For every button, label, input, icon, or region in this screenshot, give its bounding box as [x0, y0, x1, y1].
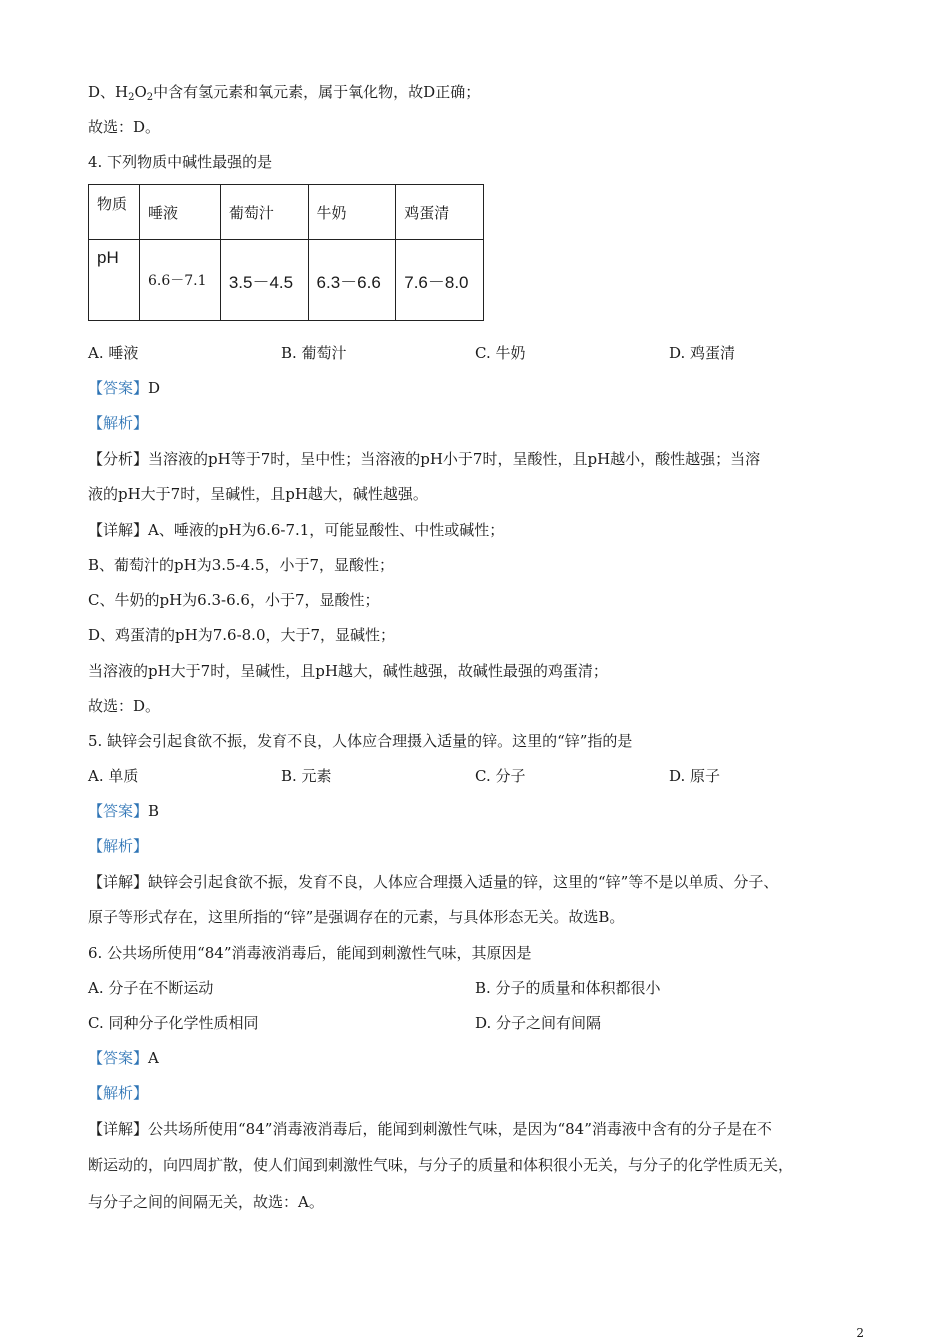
table-header-cell: 鸡蛋清	[396, 185, 484, 240]
table-row	[89, 240, 484, 321]
table-cell: 7.6－8.0	[396, 240, 484, 321]
q5-option-b: B. 元素	[281, 767, 332, 785]
q6-detail-line1: 【详解】公共场所使用“84”消毒液消毒后，能闻到刺激性气味，是因为“84”消毒液中含有的分子是在不	[88, 1120, 772, 1138]
table-header-row	[89, 185, 484, 240]
page-number: 2	[856, 1326, 864, 1340]
ph-table	[88, 184, 484, 321]
table-cell: 6.3－6.6	[308, 240, 396, 321]
q4-option-c: C. 牛奶	[475, 344, 526, 362]
q6-option-b: B. 分子的质量和体积都很小	[475, 979, 661, 997]
q5-answer: 【答案】B	[88, 802, 160, 820]
question-5: 5. 缺锌会引起食欲不振，发育不良，人体应合理摄入适量的锌。这里的“锌”指的是	[88, 732, 633, 750]
q6-option-c: C. 同种分子化学性质相同	[88, 1014, 259, 1032]
q4-fenxi-line2: 液的pH大于7时，呈碱性，且pH越大，碱性越强。	[88, 485, 428, 503]
answer-choice-line: 故选：D。	[88, 118, 161, 136]
q5-option-c: C. 分子	[475, 767, 526, 785]
q5-option-a: A. 单质	[88, 767, 139, 785]
q4-detail-c: C、牛奶的pH为6.3-6.6，小于7，显酸性；	[88, 591, 380, 609]
q4-option-b: B. 葡萄汁	[281, 344, 347, 362]
statement-d: D、$H_2O_2$中含有氢元素和氧元素，属于氧化物，故D正确；	[88, 83, 481, 103]
q6-detail-line3: 与分子之间的间隔无关，故选：A。	[88, 1193, 324, 1211]
q6-detail-line2: 断运动的，向四周扩散，使人们闻到刺激性气味，与分子的质量和体积很小无关，与分子的化学性质无关，	[88, 1156, 794, 1174]
q4-detail-b: B、葡萄汁的pH为3.5-4.5，小于7，显酸性；	[88, 556, 395, 574]
q4-answer: 【答案】D	[88, 379, 161, 397]
table-header-cell: 唾液	[140, 185, 221, 240]
q6-option-d: D. 分子之间有间隔	[475, 1014, 602, 1032]
q5-option-d: D. 原子	[669, 767, 721, 785]
table-header-cell: 物质	[89, 185, 140, 240]
q4-option-a: A. 唾液	[88, 344, 139, 362]
q5-detail-line1: 【详解】缺锌会引起食欲不振，发育不良，人体应合理摄入适量的锌，这里的“锌”等不是以单质、分子、	[88, 873, 779, 891]
table-header-cell: 牛奶	[308, 185, 396, 240]
q6-answer: 【答案】A	[88, 1049, 159, 1067]
q5-detail-line2: 原子等形式存在，这里所指的“锌”是强调存在的元素，与具体形态无关。故选B。	[88, 908, 625, 926]
table-row-label: pH	[89, 240, 140, 321]
q6-option-a: A. 分子在不断运动	[88, 979, 214, 997]
q4-fenxi-line1: 【分析】当溶液的pH等于7时，呈中性；当溶液的pH小于7时，呈酸性，且pH越小，酸性越强；当溶	[88, 450, 761, 468]
q4-detail-a: 【详解】A、唾液的pH为6.6-7.1，可能显酸性、中性或碱性；	[88, 521, 505, 539]
question-6: 6. 公共场所使用“84”消毒液消毒后，能闻到刺激性气味，其原因是	[88, 944, 532, 962]
q6-analysis-tag: 【解析】	[88, 1084, 149, 1102]
table-cell: 3.5－4.5	[220, 240, 308, 321]
q4-detail-f: 故选：D。	[88, 697, 161, 715]
q4-option-d: D. 鸡蛋清	[669, 344, 736, 362]
table-header-cell: 葡萄汁	[220, 185, 308, 240]
q4-analysis-tag: 【解析】	[88, 414, 149, 432]
q4-detail-d: D、鸡蛋清的pH为7.6-8.0，大于7，显碱性；	[88, 626, 396, 644]
q5-analysis-tag: 【解析】	[88, 837, 149, 855]
table-cell: 6.6－7.1	[140, 240, 221, 321]
question-4: 4. 下列物质中碱性最强的是	[88, 153, 273, 171]
q4-detail-e: 当溶液的pH大于7时，呈碱性，且pH越大，碱性越强，故碱性最强的鸡蛋清；	[88, 662, 608, 680]
